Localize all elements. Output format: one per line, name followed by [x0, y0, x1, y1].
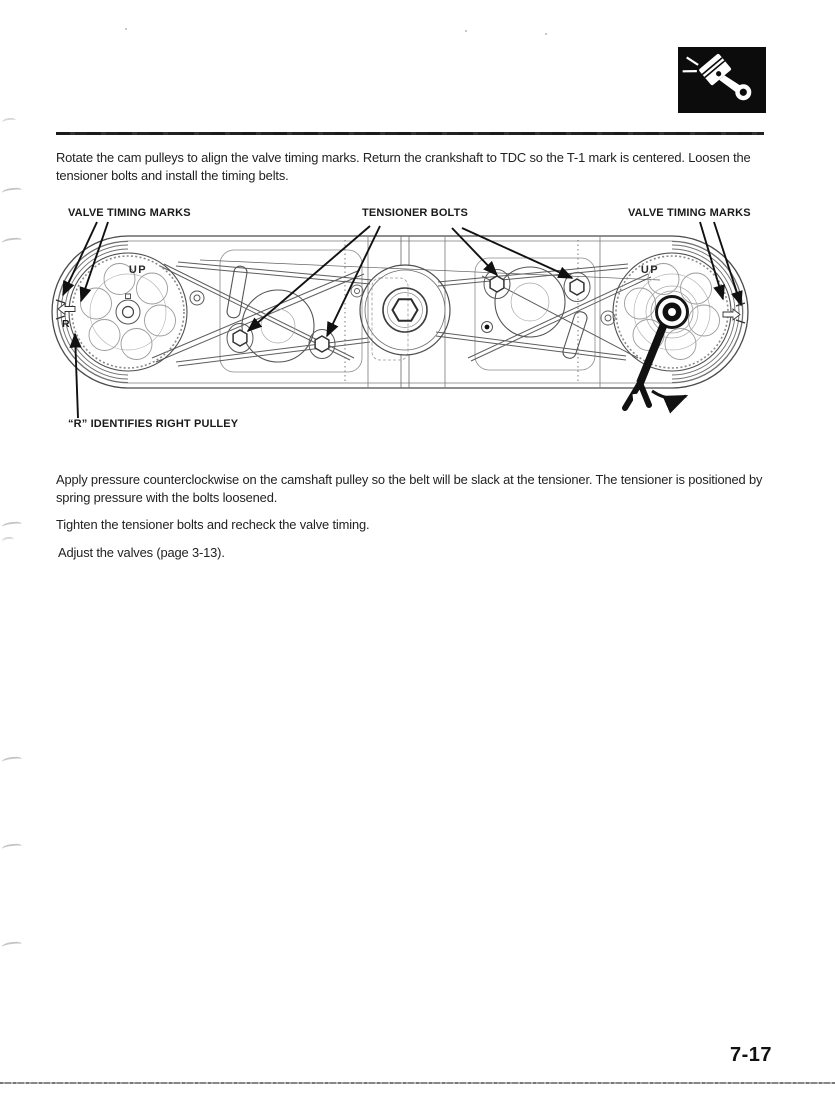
- paragraph-apply-pressure: Apply pressure counterclockwise on the camshaft pulley so the belt will be slack at the tensioner. The tensioner is positioned by spring pressure with the bolts loosened.: [56, 472, 763, 505]
- arrow-tensioner-bolt-3: [452, 228, 497, 275]
- scan-artifact: [2, 237, 23, 247]
- label-tensioner-bolts: TENSIONER BOLTS: [362, 207, 468, 219]
- section-icon-box: [678, 47, 766, 113]
- scan-artifact: [2, 117, 17, 126]
- top-rule: [56, 132, 764, 135]
- label-valve-timing-marks-right: VALVE TIMING MARKS: [628, 207, 751, 219]
- scan-artifact: [465, 30, 467, 32]
- scan-artifact: [2, 521, 23, 531]
- crankshaft-pulley: [351, 265, 450, 355]
- arrow-r-mark: [75, 334, 78, 418]
- paragraph-adjust-valves: Adjust the valves (page 3-13).: [58, 545, 225, 560]
- piston-connecting-rod-icon: [678, 47, 766, 113]
- scan-artifact: [2, 187, 23, 197]
- r-letter: R: [62, 318, 70, 330]
- label-valve-timing-marks-left: VALVE TIMING MARKS: [68, 207, 191, 219]
- caption-r-identifies-right-pulley: “R” IDENTIFIES RIGHT PULLEY: [68, 418, 239, 430]
- bottom-rule: [0, 1082, 835, 1084]
- scan-artifact: [2, 536, 15, 545]
- scan-artifact: [2, 941, 23, 951]
- intro-paragraph: Rotate the cam pulleys to align the valve timing marks. Return the crankshaft to TDC so the T-1 mark is centered. Loosen the tensioner bolts and install the timing belts.: [56, 150, 751, 183]
- page-number: 7-17: [729, 1044, 772, 1066]
- arrow-valve-timing-left-1: [63, 222, 97, 295]
- scan-artifact: [2, 756, 23, 766]
- rotation-direction-arrow: [652, 391, 686, 399]
- tensioner-bolt-left-1: [227, 324, 253, 353]
- scan-artifact: [125, 28, 127, 30]
- left-tensioner: [190, 265, 335, 362]
- up-mark-left: UP: [128, 264, 148, 276]
- scan-artifact: [2, 843, 23, 853]
- scan-artifact: [545, 33, 547, 35]
- up-mark-right: UP: [640, 264, 660, 276]
- tensioner-spring-left: [226, 265, 248, 318]
- timing-belt-diagram: [50, 220, 765, 425]
- tensioner-bolt-left-2: [309, 330, 335, 359]
- arrow-valve-timing-left-2: [81, 222, 108, 301]
- paragraph-tighten-bolts: Tighten the tensioner bolts and recheck the valve timing.: [56, 517, 370, 532]
